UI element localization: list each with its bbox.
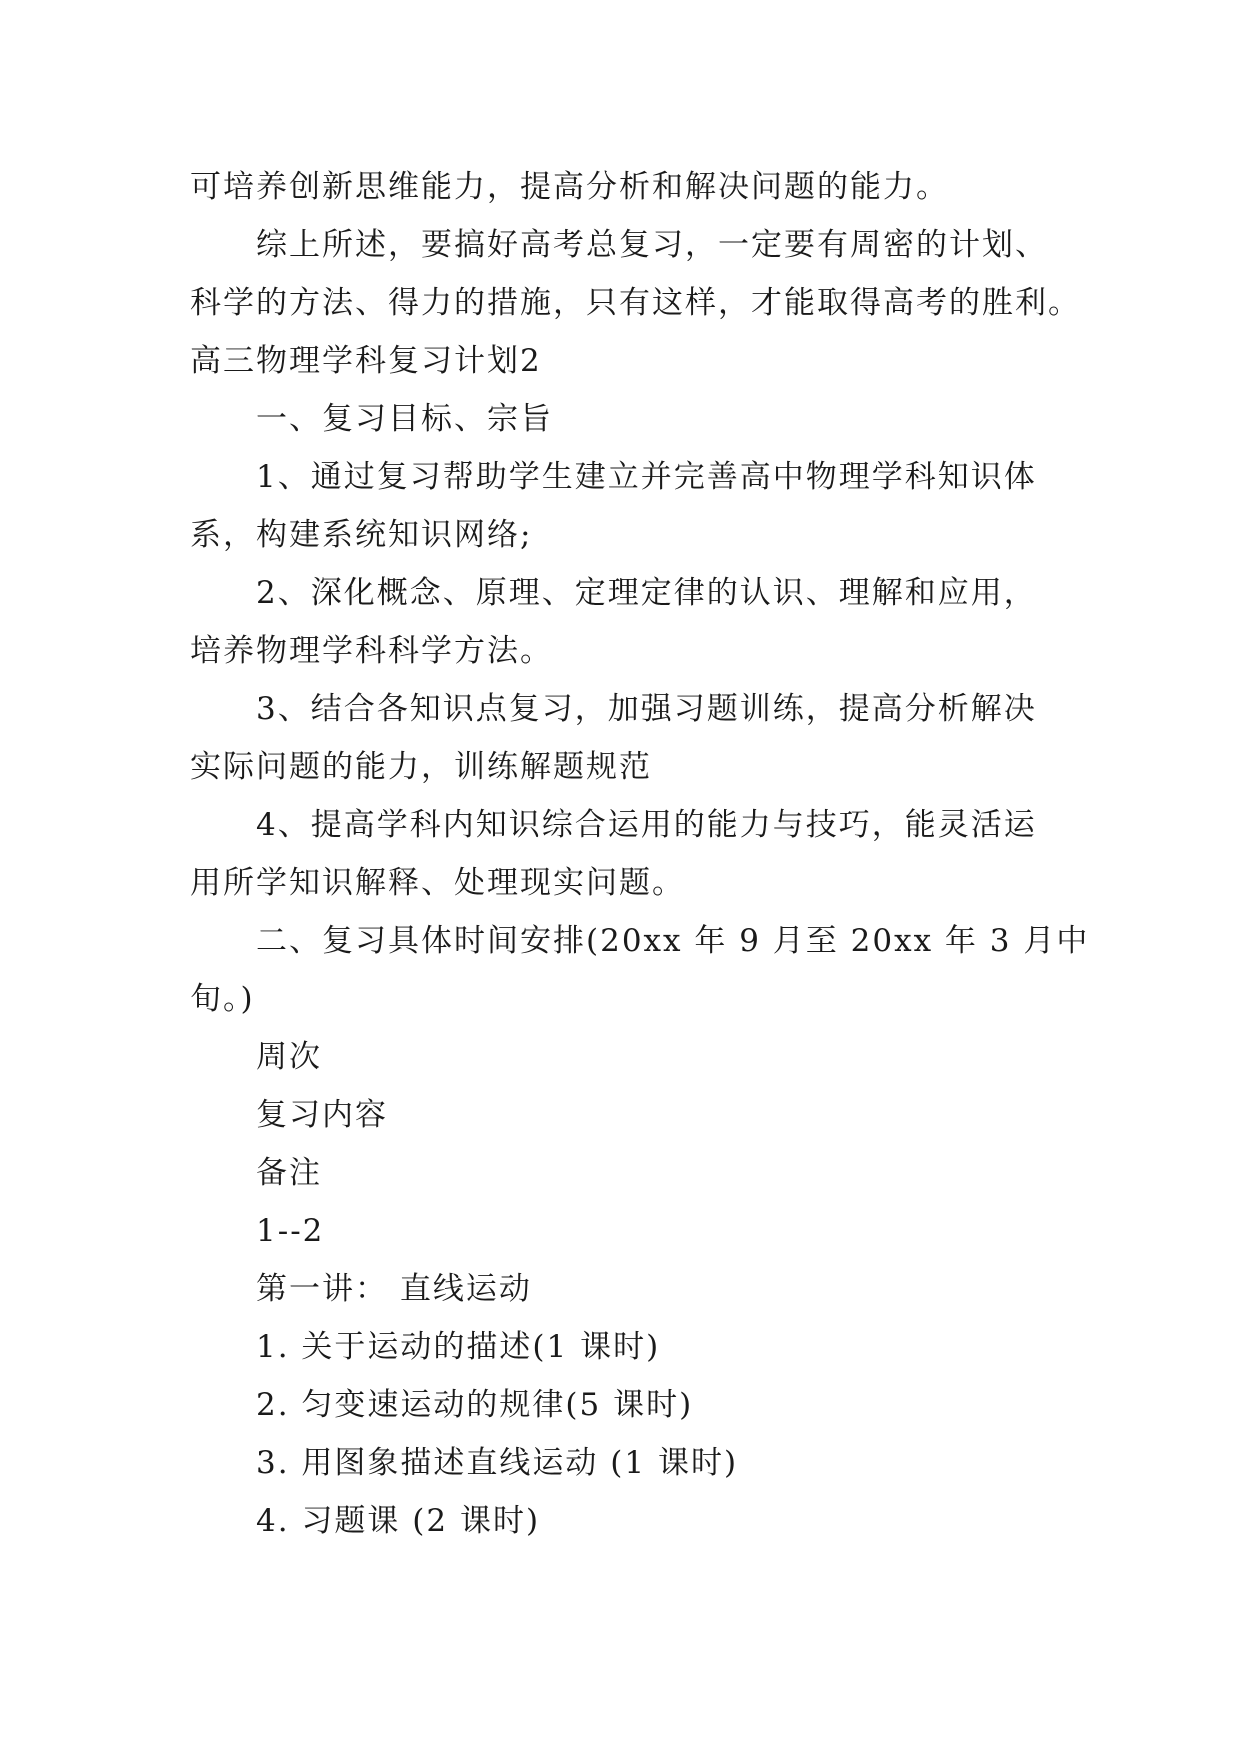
table-cell: 备注 [256,1155,322,1191]
list-item: 3、结合各知识点复习，加强习题训练，提高分析解决 [256,691,1037,727]
section-heading: 高三物理学科复习计划2 [190,343,542,379]
text-line: 综上所述，要搞好高考总复习，一定要有周密的计划、 [256,227,1048,263]
list-item: 1、通过复习帮助学生建立并完善高中物理学科知识体 [256,459,1037,495]
text-line: 科学的方法、得力的措施，只有这样，才能取得高考的胜利。 [190,285,1081,321]
table-cell: 第一讲： 直线运动 [256,1271,532,1307]
text-line: 可培养创新思维能力，提高分析和解决问题的能力。 [190,169,949,205]
text-line: 实际问题的能力，训练解题规范 [190,749,652,785]
list-item: 2. 匀变速运动的规律(5 课时) [256,1387,694,1423]
list-item: 1. 关于运动的描述(1 课时) [256,1329,661,1365]
document-body [190,158,1090,1550]
list-item: 4. 习题课 (2 课时) [256,1503,541,1539]
subsection-heading: 一、复习目标、宗旨 [256,401,553,437]
table-cell: 1--2 [256,1213,325,1249]
list-item: 4、提高学科内知识综合运用的能力与技巧，能灵活运 [256,807,1037,843]
text-line: 系，构建系统知识网络; [190,517,533,553]
list-item: 2、深化概念、原理、定理定律的认识、理解和应用， [256,575,1037,611]
list-item: 3. 用图象描述直线运动 (1 课时) [256,1445,739,1481]
table-cell: 复习内容 [256,1097,388,1133]
text-line: 培养物理学科科学方法。 [190,633,553,669]
text-line: 旬。) [190,981,255,1017]
table-cell: 周次 [256,1039,322,1075]
text-line: 用所学知识解释、处理现实问题。 [190,865,685,901]
subsection-heading: 二、复习具体时间安排(20xx 年 9 月至 20xx 年 3 月中 [256,923,1090,959]
